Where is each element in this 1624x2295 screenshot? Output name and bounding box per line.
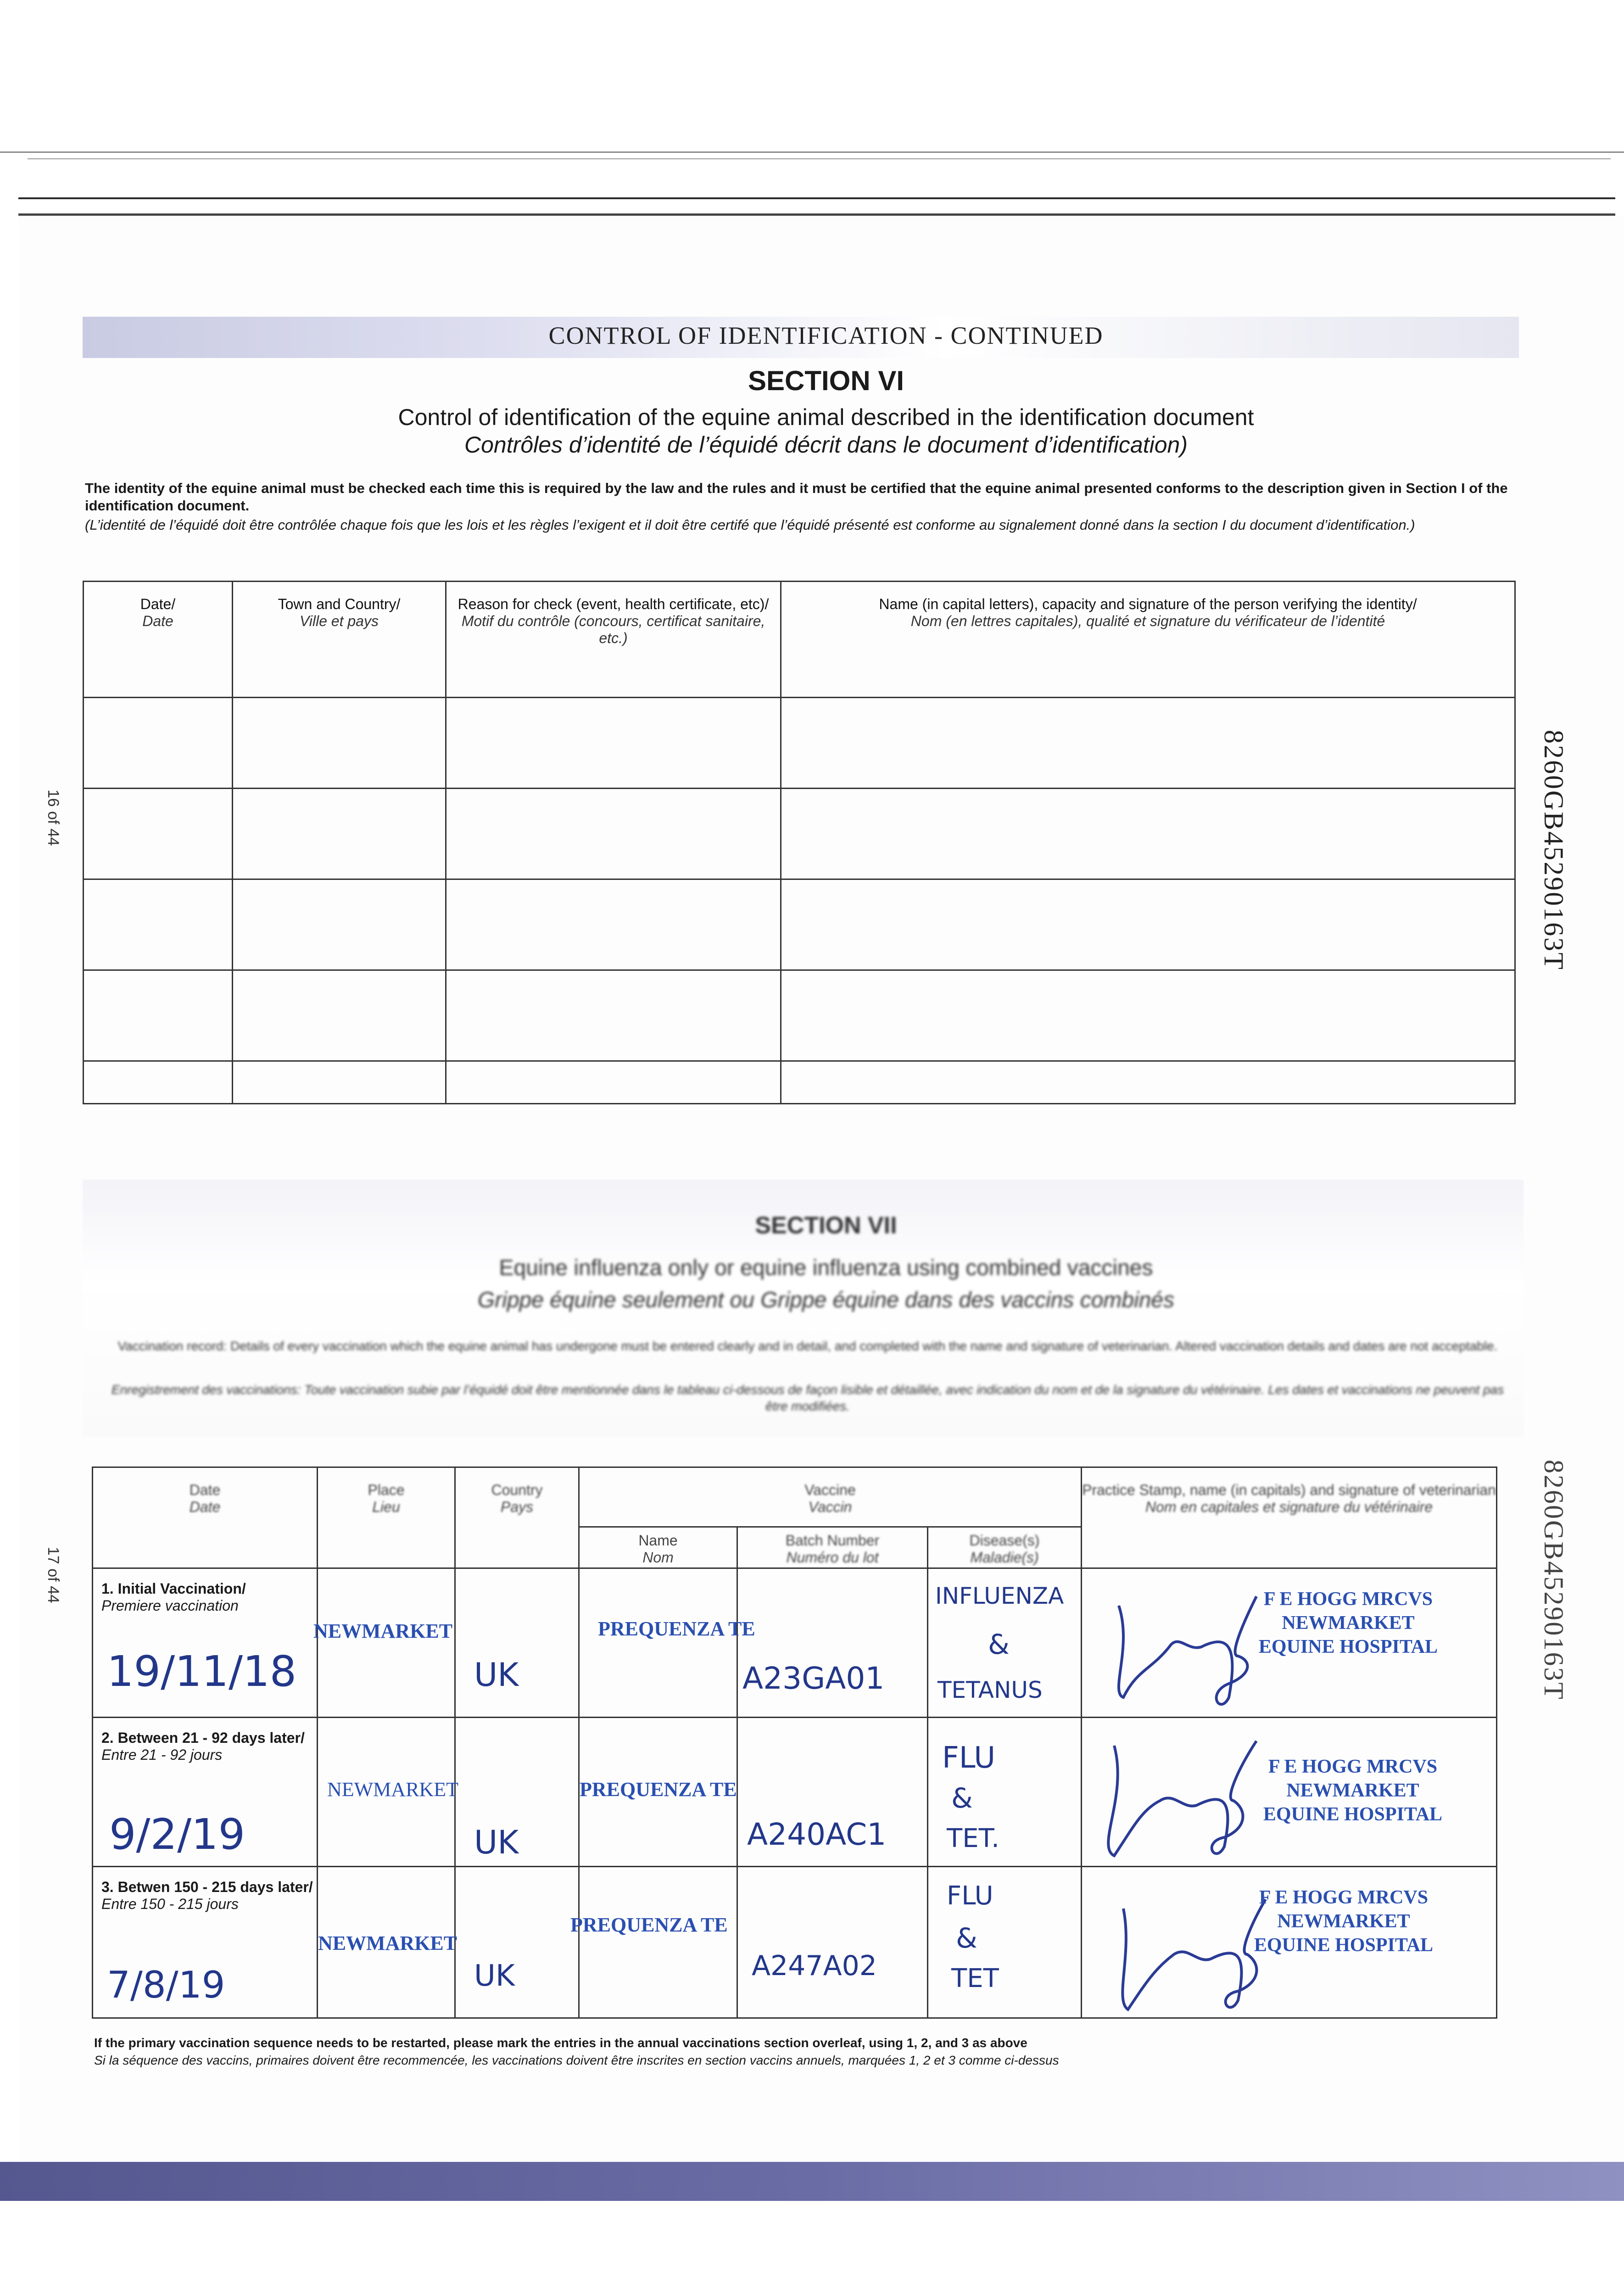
table-row xyxy=(93,1867,1497,2018)
table-row xyxy=(93,1568,1497,1718)
section-vii-subtitle-fr: Grippe équine seulement ou Grippe équine dans des vaccins combinés xyxy=(477,1288,1175,1312)
table-row xyxy=(84,970,1515,1061)
row-3-vaccine: PREQUENZA TE xyxy=(579,1867,737,2018)
row-1-stamp xyxy=(1082,1568,1497,1718)
vacc-col-date: Date Date xyxy=(93,1467,318,1568)
vaccination-table xyxy=(92,1467,1497,2019)
footnote-en: If the primary vaccination sequence needs to be restarted, please mark the entries in the annual vaccinations section overleaf, using 1, 2, and 3 as above xyxy=(94,2036,1027,2050)
row-2-label: 2. Between 21 - 92 days later/ Entre 21 - 92 jours 9/2/19 xyxy=(93,1718,318,1867)
passport-id-upper: 8260GB45290163T xyxy=(1539,730,1569,971)
practice-stamp: F E HOGG MRCVS NEWMARKET EQUINE HOSPITAL xyxy=(1258,1589,1438,1657)
col-verifier: Name (in capital letters), capacity and signature of the person verifying the identity/ Nom (en lettres capitales), qualité et signature du vérificateur de l’identité xyxy=(781,582,1515,698)
control-table xyxy=(83,581,1516,1104)
col-town-country: Town and Country/ Ville et pays xyxy=(233,582,446,698)
section-vii-title: SECTION VII xyxy=(755,1212,897,1239)
vacc-col-vaccine: Vaccine Vaccin xyxy=(579,1467,1082,1527)
scan-edge-line xyxy=(28,158,1611,159)
row-2-place: NEWMARKET xyxy=(318,1718,455,1867)
row-3-disease: FLU & TET xyxy=(928,1867,1082,2018)
continued-title: CONTROL OF IDENTIFICATION - CONTINUED xyxy=(548,322,1104,349)
row-3-date: 7/8/19 xyxy=(107,1964,225,2006)
vacc-header-row xyxy=(93,1467,1497,1527)
passport-id-lower: 8260GB45290163T xyxy=(1539,1460,1569,1701)
scan-edge-line xyxy=(0,151,1624,153)
row-1-label: 1. Initial Vaccination/ Premiere vaccination 19/11/18 xyxy=(93,1568,318,1718)
vacc-col-batch: Batch Number Numéro du lot xyxy=(737,1527,928,1568)
practice-stamp: F E HOGG MRCVS NEWMARKET EQUINE HOSPITAL xyxy=(1254,1887,1434,1956)
row-1-country: UK xyxy=(455,1568,579,1718)
table-row xyxy=(84,789,1515,879)
intro-en: The identity of the equine animal must be checked each time this is required by the law and the rules and it must be certified that the equine animal presented conforms to the description given in Section I of the identification document. xyxy=(85,480,1508,514)
page-count-upper: 16 of 44 xyxy=(45,789,62,846)
subtitle-en: Control of identification of the equine animal described in the identification document xyxy=(398,404,1254,430)
bottom-band xyxy=(0,2162,1624,2201)
page-count-lower: 17 of 44 xyxy=(45,1547,62,1603)
row-2-disease: FLU & TET. xyxy=(928,1718,1082,1867)
row-1-batch: A23GA01 xyxy=(737,1568,928,1718)
vacc-col-place: Place Lieu xyxy=(318,1467,455,1568)
intro-fr: (L’identité de l’équidé doit être contrôlée chaque fois que les lois et les règles l’exigent et il doit être certifé que l’équidé présenté est conforme au signalement donné dans la section I du document d’identification.) xyxy=(85,517,1415,533)
subtitle-fr: Contrôles d’identité de l’équidé décrit dans le document d’identification) xyxy=(464,432,1188,458)
vaccination-record-en: Vaccination record: Details of every vaccination which the equine animal has undergone must be entered clearly and in detail, and completed with the name and signature of veterinarian. Altered vaccination details and dates are not acceptable. xyxy=(117,1339,1498,1353)
row-3-stamp xyxy=(1082,1867,1497,2018)
col-reason: Reason for check (event, health certificate, etc)/ Motif du contrôle (concours, certificat sanitaire, etc.) xyxy=(446,582,781,698)
vacc-col-name: Name Nom xyxy=(579,1527,737,1568)
row-1-vaccine: PREQUENZA TE xyxy=(579,1568,737,1718)
row-1-date: 19/11/18 xyxy=(107,1647,297,1696)
footnote-fr: Si la séquence des vaccins, primaires doivent être recommencée, les vaccinations doivent être inscrites en section vaccins annuels, marquées 1, 2 et 3 comme ci-dessus xyxy=(94,2053,1059,2067)
section-vii-subtitle-en: Equine influenza only or equine influenza using combined vaccines xyxy=(499,1256,1153,1280)
vacc-col-disease: Disease(s) Maladie(s) xyxy=(928,1527,1082,1568)
row-1-place: NEWMARKET xyxy=(318,1568,455,1718)
vacc-col-stamp: Practice Stamp, name (in capitals) and signature of veterinarian Nom en capitales et signature du vétérinaire xyxy=(1082,1467,1497,1568)
row-2-vaccine: PREQUENZA TE xyxy=(579,1718,737,1867)
row-3-label: 3. Betwen 150 - 215 days later/ Entre 150 - 215 jours 7/8/19 xyxy=(93,1867,318,2018)
vaccination-record-fr: Enregistrement des vaccinations: Toute vaccination subie par l’équidé doit être mentionnée dans le tableau ci-dessous de façon lisible et détaillée, avec indication du nom et de la signature du vétérinaire. Les dates et vaccinations ne peuvent pas être modifiées. xyxy=(111,1383,1504,1413)
table-row xyxy=(84,698,1515,789)
col-date: Date/ Date xyxy=(84,582,233,698)
table-row xyxy=(93,1718,1497,1867)
vacc-col-country: Country Pays xyxy=(455,1467,579,1568)
scan-edge-line xyxy=(18,197,1615,199)
row-2-batch: A240AC1 xyxy=(737,1718,928,1867)
table-row xyxy=(84,1061,1515,1104)
row-3-country: UK xyxy=(455,1867,579,2018)
section-title: SECTION VI xyxy=(748,365,904,396)
practice-stamp: F E HOGG MRCVS NEWMARKET EQUINE HOSPITAL xyxy=(1263,1756,1443,1825)
control-table-header xyxy=(84,582,1515,698)
row-2-date: 9/2/19 xyxy=(109,1810,246,1859)
row-3-batch: A247A02 xyxy=(737,1867,928,2018)
row-1-disease: INFLUENZA & TETANUS xyxy=(928,1568,1082,1718)
row-2-stamp xyxy=(1082,1718,1497,1867)
row-2-country: UK xyxy=(455,1718,579,1867)
table-row xyxy=(84,879,1515,970)
row-3-place: NEWMARKET xyxy=(318,1867,455,2018)
